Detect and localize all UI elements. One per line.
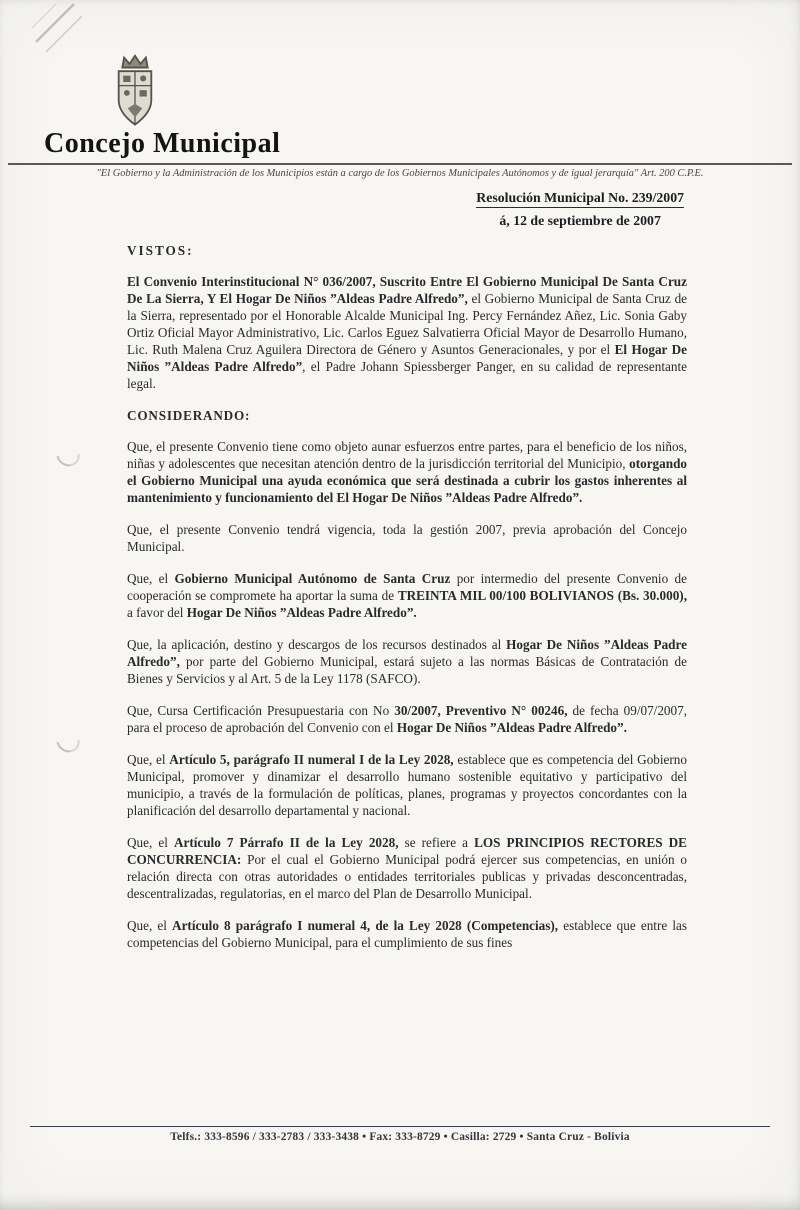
considerando-paragraphs [127, 438, 687, 951]
paragraph: El Convenio Interinstitucional N° 036/2007, Suscrito Entre El Gobierno Municipal De Santa Cruz De La Sierra, Y El Hogar De Niños ”Aldeas Padre Alfredo”, el Gobierno Municipal de Santa Cruz de la Sierra, representado por el Honorable Alcalde Municipal Ing. Percy Fernández Añez, Lic. Sonia Gaby Ortiz Oficial Mayor Administrativo, Lic. Carlos Eguez Salvatierra Oficial Mayor de Desarrollo Humano, Lic. Ruth Malena Cruz Aguilera Directora de Género y Asuntos Generacionales, y por el El Hogar De Niños ”Aldeas Padre Alfredo”, el Padre Johann Spiessberger Panger, en su calidad de representante legal. [127, 274, 688, 391]
paragraph: Que, el presente Convenio tendrá vigencia, toda la gestión 2007, previa aprobación del Concejo Municipal. [127, 522, 687, 554]
constitutional-motto: "El Gobierno y la Administración de los Municipios están a cargo de los Gobiernos Municipales Autónomos y de igual jerarquía" Art. 200 C.P.E. [8, 163, 792, 179]
paragraph: Que, el Gobierno Municipal Autónomo de Santa Cruz por intermedio del presente Convenio de cooperación se compromete ha aportar la suma de TREINTA MIL 00/100 BOLIVIANOS (Bs. 30.000), a favor del Hogar De Niños ”Aldeas Padre Alfredo”. [127, 571, 687, 620]
footer-contact-line: Telfs.: 333-8596 / 333-2783 / 333-3438 • Fax: 333-8729 • Casilla: 2729 • Santa Cruz - Bolivia [30, 1126, 770, 1143]
document-body [127, 242, 687, 966]
paragraph: Que, el Artículo 8 parágrafo I numeral 4, de la Ley 2028 (Competencias), establece que entre las competencias del Gobierno Municipal, para el cumplimiento de sus fines [127, 918, 687, 950]
hole-punch-icon [52, 725, 84, 757]
paragraph: Que, el Artículo 7 Párrafo II de la Ley 2028, se refiere a LOS PRINCIPIOS RECTORES DE CONCURRENCIA: Por el cual el Gobierno Municipal podrá ejercer sus competencias, en unión o relación directa con otras autoridades o entidades territoriales publicas y privadas desconcentradas, descentralizadas, regulatorias, en el marco del Plan de Desarrollo Municipal. [127, 835, 687, 901]
resolution-heading-block [476, 190, 684, 229]
paragraph: Que, el presente Convenio tiene como objeto aunar esfuerzos entre partes, para el beneficio de los niños, niñas y adolescentes que necesitan atención dentro de la jurisdicción territorial del Municipio, otorgando el Gobierno Municipal una ayuda económica que será destinada a cubrir los gastos inherentes al mantenimiento y funcionamiento del El Hogar De Niños ”Aldeas Padre Alfredo”. [127, 439, 687, 505]
paragraph: Que, la aplicación, destino y descargos de los recursos destinados al Hogar De Niños ”Aldeas Padre Alfredo”, por parte del Gobierno Municipal, estará sujeto a las normas Básicas de Contratación de Bienes y Servicios y al Art. 5 de la Ley 1178 (SAFCO). [127, 637, 687, 686]
vistos-heading: VISTOS: [127, 243, 194, 258]
municipal-coat-of-arms-icon [106, 52, 164, 132]
scan-corner-artifact-icon [30, 2, 110, 64]
vistos-paragraphs [127, 273, 687, 392]
hole-punch-icon [52, 439, 84, 471]
resolution-date: á, 12 de septiembre de 2007 [499, 213, 661, 228]
considerando-heading: CONSIDERANDO: [127, 408, 251, 423]
resolution-number: Resolución Municipal No. 239/2007 [476, 190, 684, 208]
paragraph: Que, Cursa Certificación Presupuestaria con No 30/2007, Preventivo N° 00246, de fecha 09/07/2007, para el proceso de aprobación del Convenio con el Hogar De Niños ”Aldeas Padre Alfredo”. [127, 703, 688, 735]
organization-name: Concejo Municipal [44, 128, 281, 159]
paragraph: Que, el Artículo 5, parágrafo II numeral I de la Ley 2028, establece que es competencia del Gobierno Municipal, promover y dinamizar el desarrollo humano sostenible equitativo y participativo del municipio, a través de la formulación de políticas, planes, programas y proyectos concordantes con la planificación del desarrollo departamental y nacional. [127, 752, 687, 818]
